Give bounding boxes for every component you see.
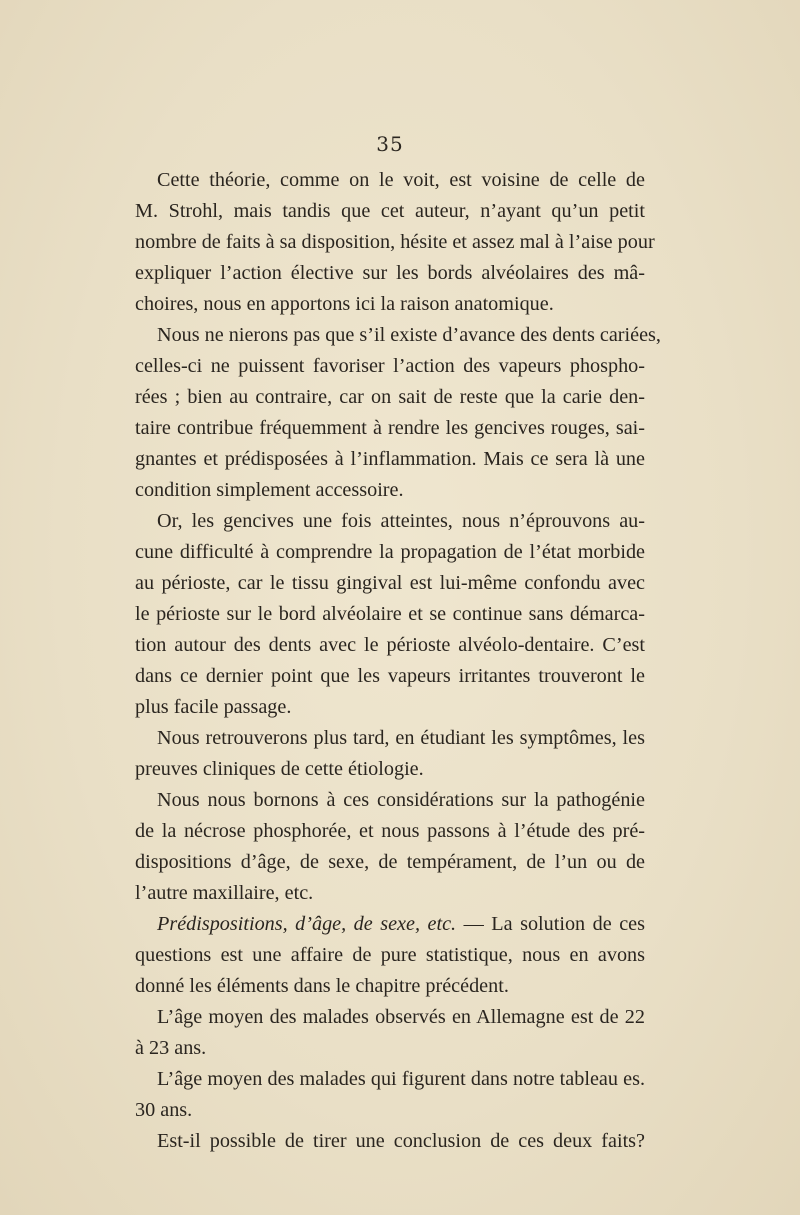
text-line: donné les éléments dans le chapitre précédent. [135,975,509,997]
text-line: choires, nous en apportons ici la raison anatomique. [135,293,554,315]
text-line: nombre de faits à sa disposition, hésite et assez mal à l’aise pour [135,231,655,253]
text-line: Cette théorie, comme on le voit, est voisine de celle de [157,169,645,191]
text-line: le périoste sur le bord alvéolaire et se continue sans démarca- [135,603,645,625]
text-line: taire contribue fréquemment à rendre les gencives rouges, sai- [135,417,645,439]
text-line: Nous nous bornons à ces considérations sur la pathogénie [157,789,645,811]
text-line: dans ce dernier point que les vapeurs irritantes trouveront le [135,665,645,687]
text-line: preuves cliniques de cette étiologie. [135,758,424,780]
text-line: cune difficulté à comprendre la propagation de l’état morbide [135,541,645,563]
text-line: Or, les gencives une fois atteintes, nous n’éprouvons au- [157,510,645,532]
text-line: Nous retrouverons plus tard, en étudiant les symptômes, les [157,727,645,749]
text-line: plus facile passage. [135,696,292,718]
text-line: dispositions d’âge, de sexe, de tempérament, de l’un ou de [135,851,645,873]
section-heading-continuation: — La solution de ces [456,913,645,935]
text-line: questions est une affaire de pure statistique, nous en avons [135,944,645,966]
text-line: rées ; bien au contraire, car on sait de reste que la carie den- [135,386,645,408]
text-line: tion autour des dents avec le périoste alvéolo-dentaire. C’est [135,634,645,656]
text-line: l’autre maxillaire, etc. [135,882,314,904]
text-line: de la nécrose phosphorée, et nous passons à l’étude des pré- [135,820,645,842]
text-line: M. Strohl, mais tandis que cet auteur, n’ayant qu’un petit [135,200,645,222]
body-text [135,165,661,1157]
text-line: Est-il possible de tirer une conclusion de ces deux faits? [157,1130,645,1152]
text-line: au périoste, car le tissu gingival est lui-même confondu avec [135,572,645,594]
section-heading-line [135,909,645,940]
text-line: condition simplement accessoire. [135,479,404,501]
text-line: expliquer l’action élective sur les bords alvéolaires des mâ- [135,262,645,284]
text-line: L’âge moyen des malades qui figurent dans notre tableau es. [157,1068,645,1090]
paragraphs-after-heading [135,940,645,1157]
text-line: à 23 ans. [135,1037,207,1059]
text-line: celles-ci ne puissent favoriser l’action des vapeurs phospho- [135,355,645,377]
section-heading: Prédispositions, d’âge, de sexe, etc. [157,913,457,935]
text-line: gnantes et prédisposées à l’inflammation. Mais ce sera là une [135,448,645,470]
page-number: 35 [376,132,404,156]
text-line: L’âge moyen des malades observés en Allemagne est de 22 [157,1006,645,1028]
text-line: Nous ne nierons pas que s’il existe d’avance des dents cariées, [157,324,661,346]
paragraphs-before-heading [135,165,661,909]
text-line: 30 ans. [135,1099,193,1121]
